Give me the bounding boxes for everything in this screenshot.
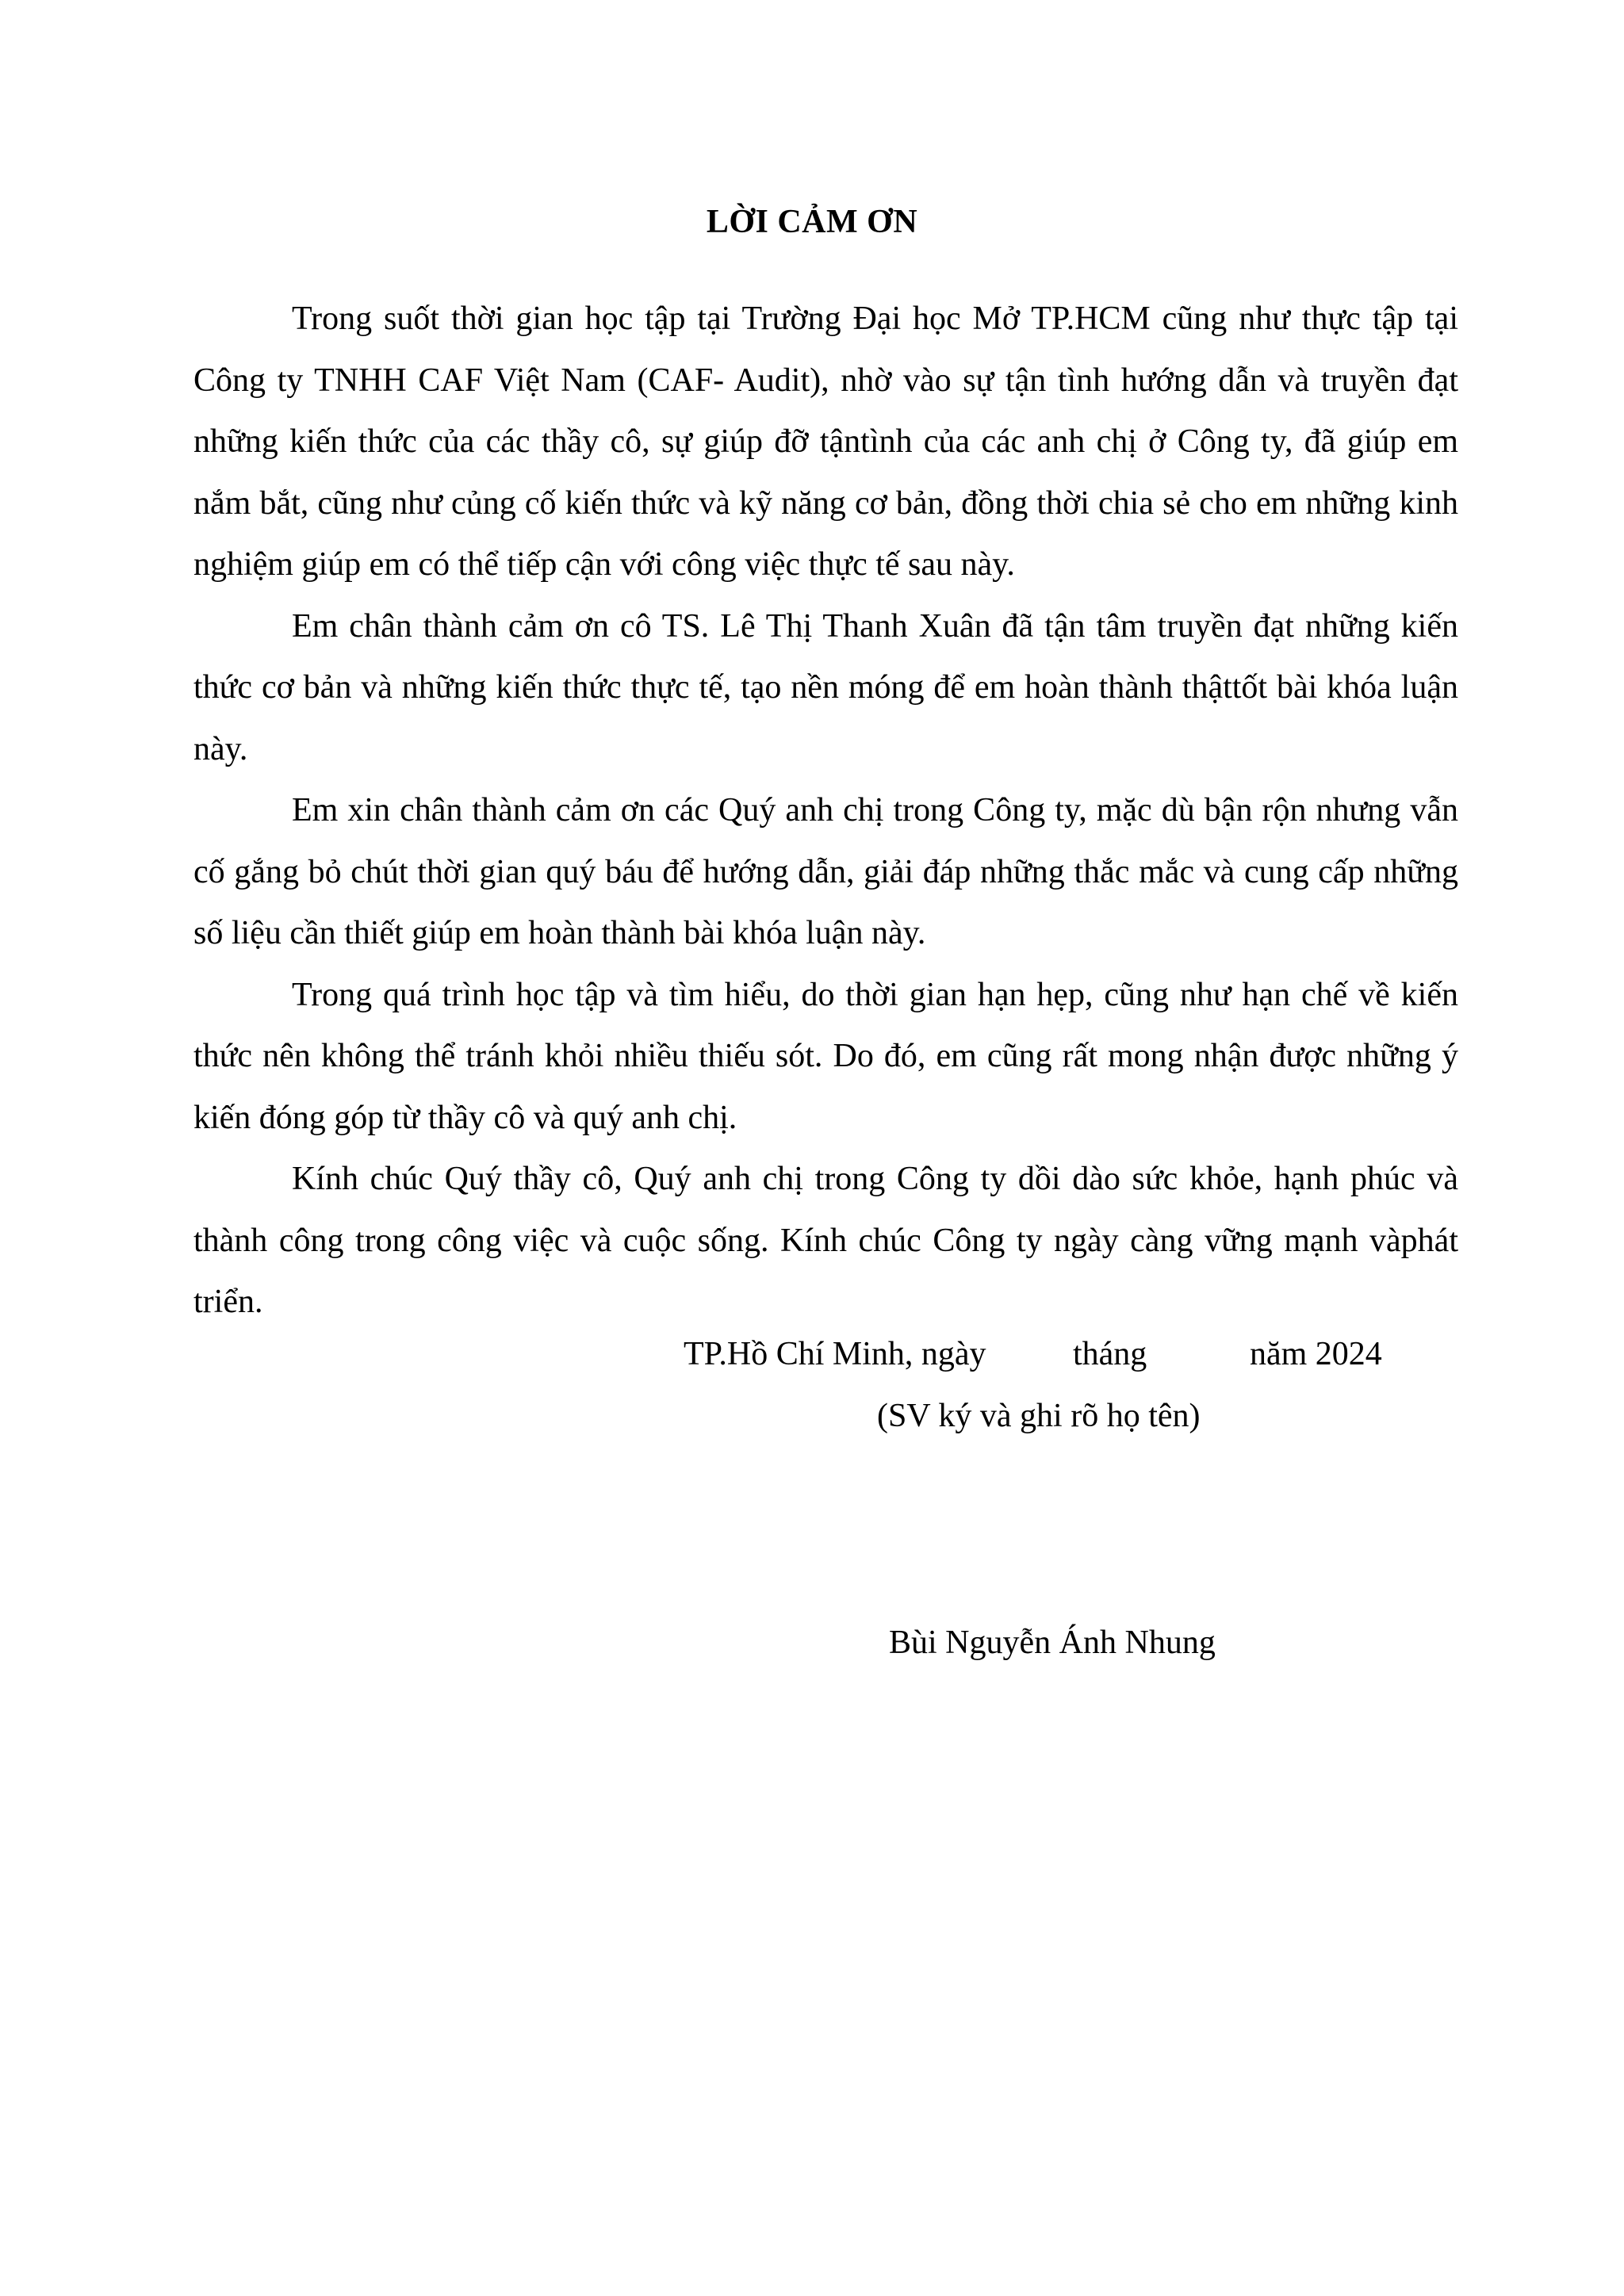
acknowledgement-body [193,289,1458,1334]
paragraph-4: Trong quá trình học tập và tìm hiểu, do thời gian hạn hẹp, cũng như hạn chế về kiến thức nên không thể tránh khỏi nhiều thiếu sót. Do đó, em cũng rất mong nhận được những ý kiến đóng góp từ thầy cô và quý anh chị. [193,976,1458,1136]
signature-note: (SV ký và ghi rõ họ tên) [877,1398,1201,1434]
page-title: LỜI CẢM ƠN [706,204,918,240]
date-year-label: năm 2024 [1250,1336,1382,1372]
signer-name: Bùi Nguyễn Ánh Nhung [889,1624,1216,1661]
place-date-line: TP.Hồ Chí Minh, ngày [684,1336,986,1372]
paragraph-1: Trong suốt thời gian học tập tại Trường Đại học Mở TP.HCM cũng như thực tập tại Công ty TNHH CAF Việt Nam (CAF- Audit), nhờ vào sự tận tình hướng dẫn và truyền đạt những kiến thức của các thầy cô, sự giúp đỡ tậntình của các anh chị ở Công ty, đã giúp em nắm bắt, cũng như củng cố kiến thức và kỹ năng cơ bản, đồng thời chia sẻ cho em những kinh nghiệm giúp em có thể tiếp cận với công việc thực tế sau này. [193,300,1458,583]
paragraph-3: Em xin chân thành cảm ơn các Quý anh chị trong Công ty, mặc dù bận rộn nhưng vẫn cố gắng bỏ chút thời gian quý báu để hướng dẫn, giải đáp những thắc mắc và cung cấp những số liệu cần thiết giúp em hoàn thành bài khóa luận này. [193,792,1458,951]
paragraph-5: Kính chúc Quý thầy cô, Quý anh chị trong Công ty dồi dào sức khỏe, hạnh phúc và thành công trong công việc và cuộc sống. Kính chúc Công ty ngày càng vững mạnh vàphát triển. [193,1161,1458,1320]
paragraph-2: Em chân thành cảm ơn cô TS. Lê Thị Thanh Xuân đã tận tâm truyền đạt những kiến thức cơ bản và những kiến thức thực tế, tạo nền móng để em hoàn thành thậttốt bài khóa luận này. [193,607,1458,767]
date-month-label: tháng [1073,1336,1147,1372]
